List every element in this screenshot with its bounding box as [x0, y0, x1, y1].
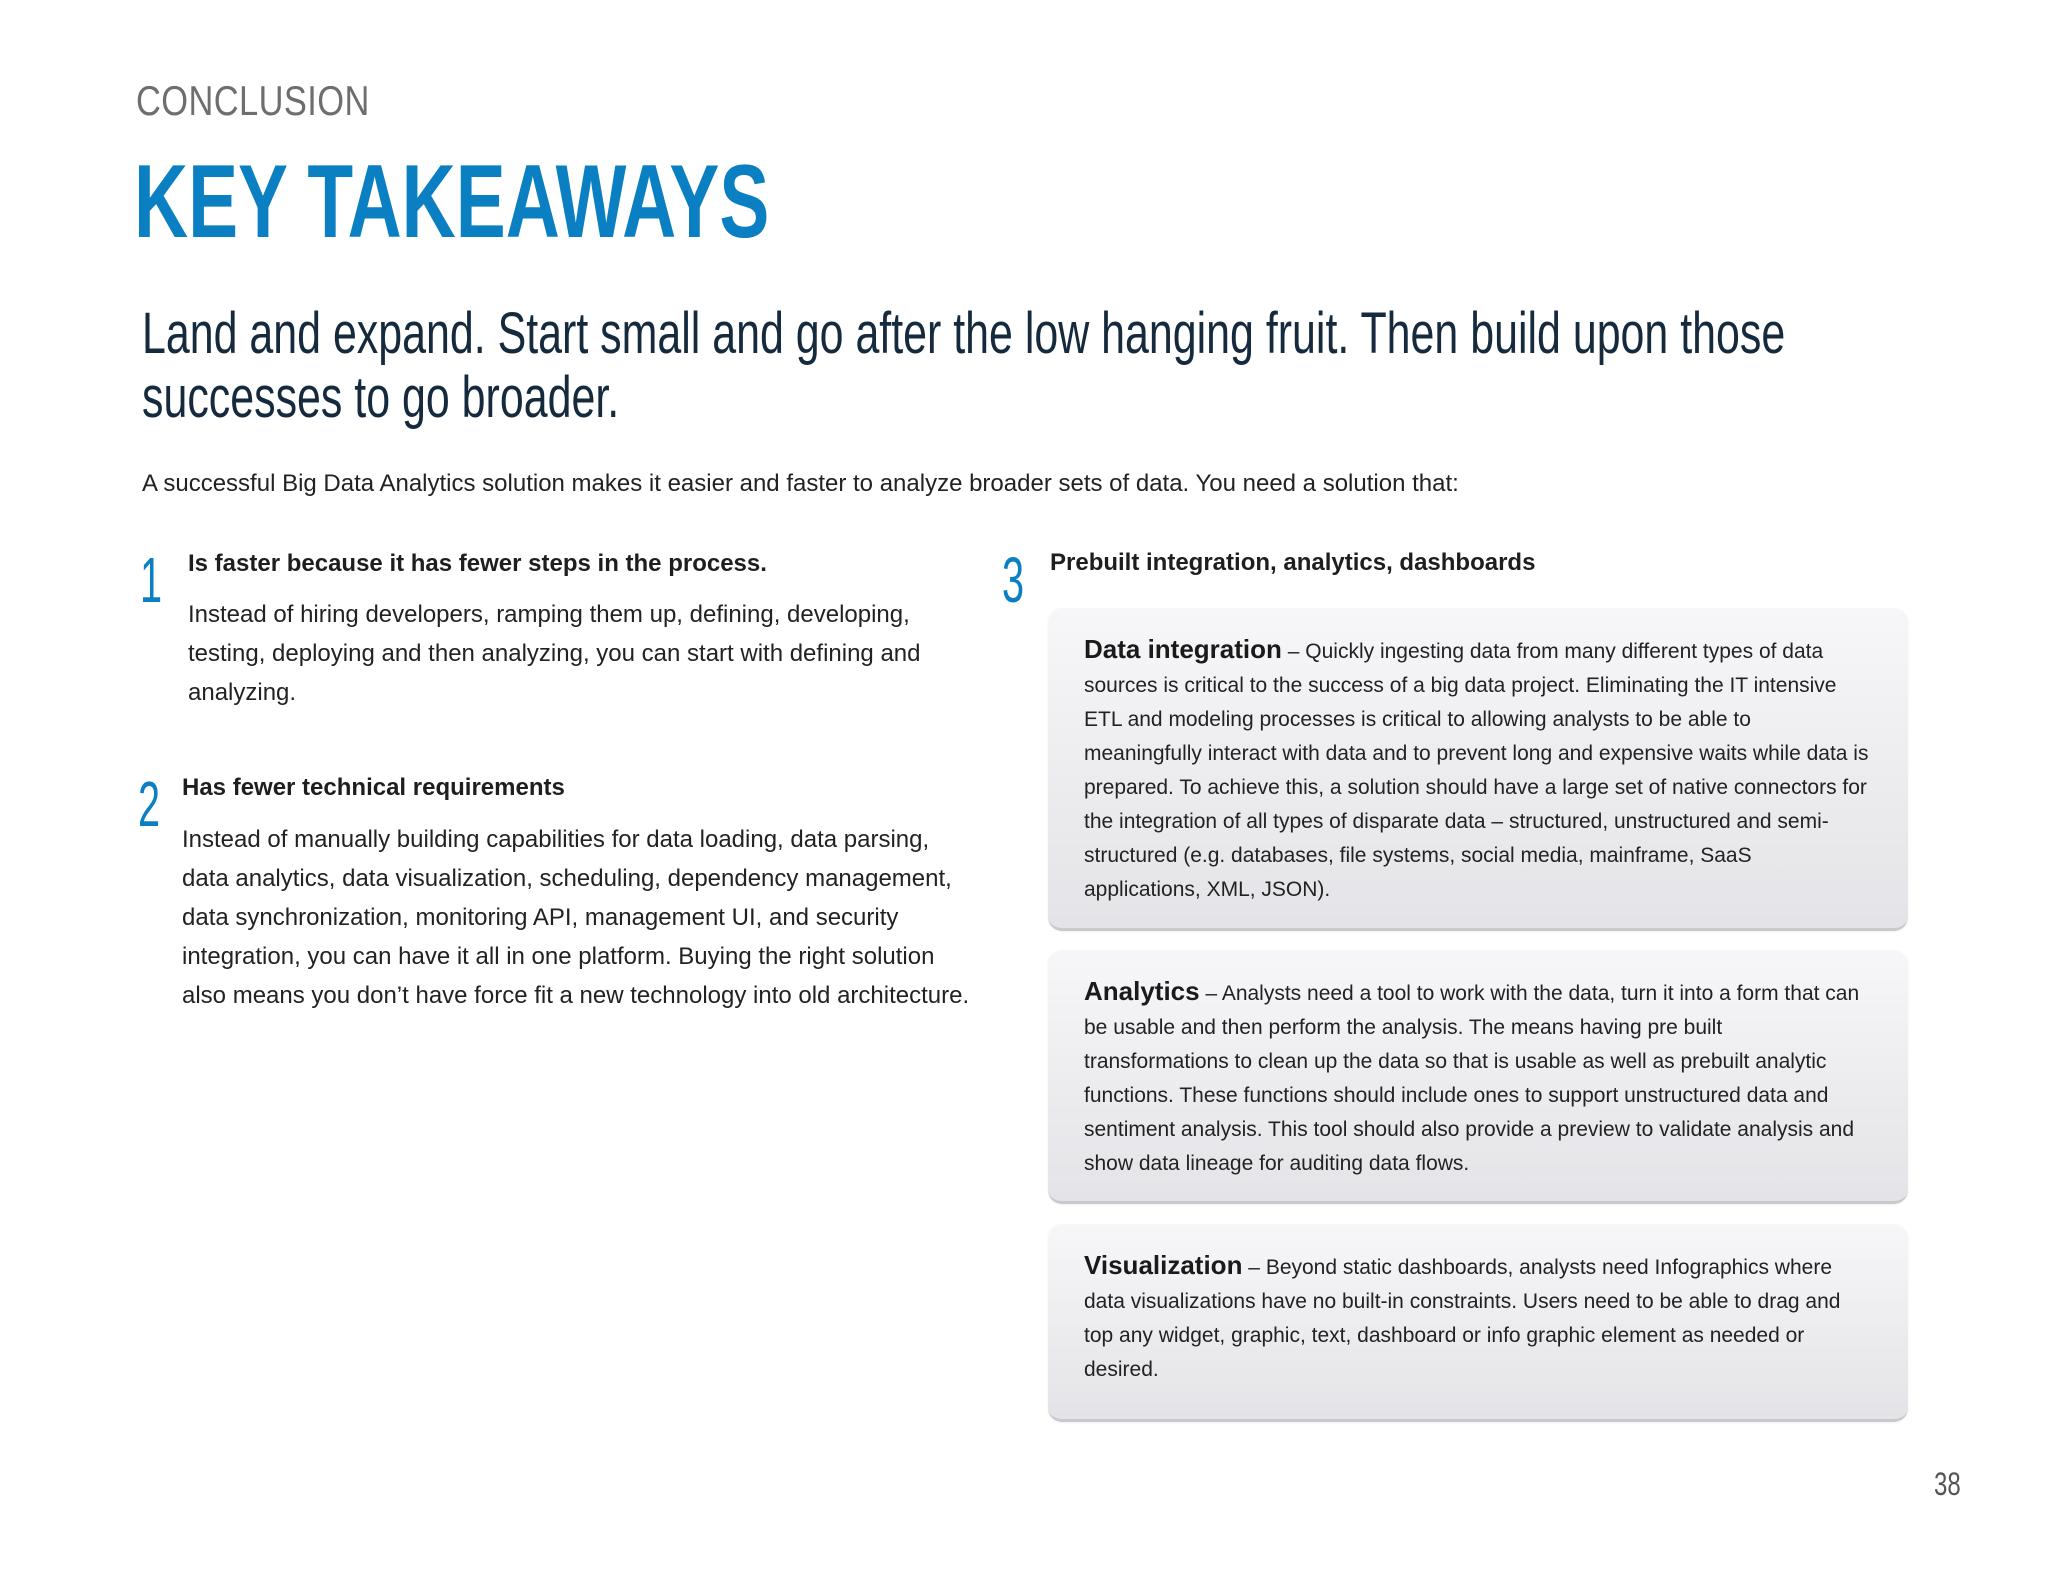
- card-data-integration-body: Quickly ingesting data from many different types of data sources is critical to the success of a big data project. Eliminating the IT intensive ETL and modeling processes is critical to allowing analysts to be able to meaningfully interact with data and to prevent long and expensive waits while data is prepared. To achieve this, a solution should have a large set of native connectors for the integration of all types of disparate data – structured, unstructured and semi-structured (e.g. databases, file systems, social media, mainframe, SaaS applications, XML, JSON).: [1084, 640, 1869, 901]
- card-visualization-body: Beyond static dashboards, analysts need Infographics where data visualizations have no built-in constraints. Users need to be able to drag and top any widget, graphic, text, dashboard or info graphic element as needed or desired.: [1084, 1256, 1841, 1381]
- card-separator: –: [1242, 1256, 1266, 1279]
- card-visualization-title: Visualization: [1084, 1250, 1243, 1280]
- card-analytics-text: [1084, 974, 1872, 1181]
- item-1-body: Instead of hiring developers, ramping them up, defining, developing, testing, deploying and then analyzing, you can start with defining and analyzing.: [188, 601, 921, 706]
- section-label: CONCLUSION: [136, 77, 370, 124]
- item-3-number: 3: [1002, 544, 1025, 616]
- card-data-integration: [1048, 608, 1908, 931]
- card-analytics-title: Analytics: [1084, 976, 1200, 1006]
- item-2-body: Instead of manually building capabilities for data loading, data parsing, data analytics, data visualization, scheduling, dependency management, data synchronization, monitoring API, management UI, and security integration, you can have it all in one platform. Buying the right solution also means you don’t have force fit a new technology into old architecture.: [182, 826, 970, 1009]
- item-3-heading: Prebuilt integration, analytics, dashboards: [1050, 549, 1536, 576]
- item-2-heading: Has fewer technical requirements: [182, 774, 565, 801]
- card-data-integration-text: [1084, 632, 1872, 907]
- card-separator: –: [1199, 982, 1222, 1005]
- card-separator: –: [1281, 640, 1306, 663]
- card-analytics: [1048, 950, 1908, 1204]
- card-data-integration-title: Data integration: [1084, 634, 1282, 664]
- page-number: 38: [1934, 1466, 1961, 1502]
- item-2-number: 2: [138, 768, 161, 840]
- intro-paragraph: A successful Big Data Analytics solution makes it easier and faster to analyze broader sets of data. You need a solution that:: [142, 470, 1459, 497]
- item-1-heading: Is faster because it has fewer steps in the process.: [188, 550, 767, 577]
- page-title: KEY TAKEAWAYS: [134, 144, 770, 260]
- lead-statement: Land and expand. Start small and go after the low hanging fruit. Then build upon those successes to go broader.: [142, 301, 1786, 430]
- card-visualization: [1048, 1224, 1908, 1422]
- card-visualization-text: [1084, 1248, 1872, 1387]
- card-analytics-body: Analysts need a tool to work with the data, turn it into a form that can be usable and then perform the analysis. The means having pre built transformations to clean up the data so that is usable as well as prebuilt analytic functions. These functions should include ones to support unstructured data and sentiment analysis. This tool should also provide a preview to validate analysis and show data lineage for auditing data flows.: [1084, 982, 1860, 1175]
- item-1-number: 1: [140, 544, 163, 616]
